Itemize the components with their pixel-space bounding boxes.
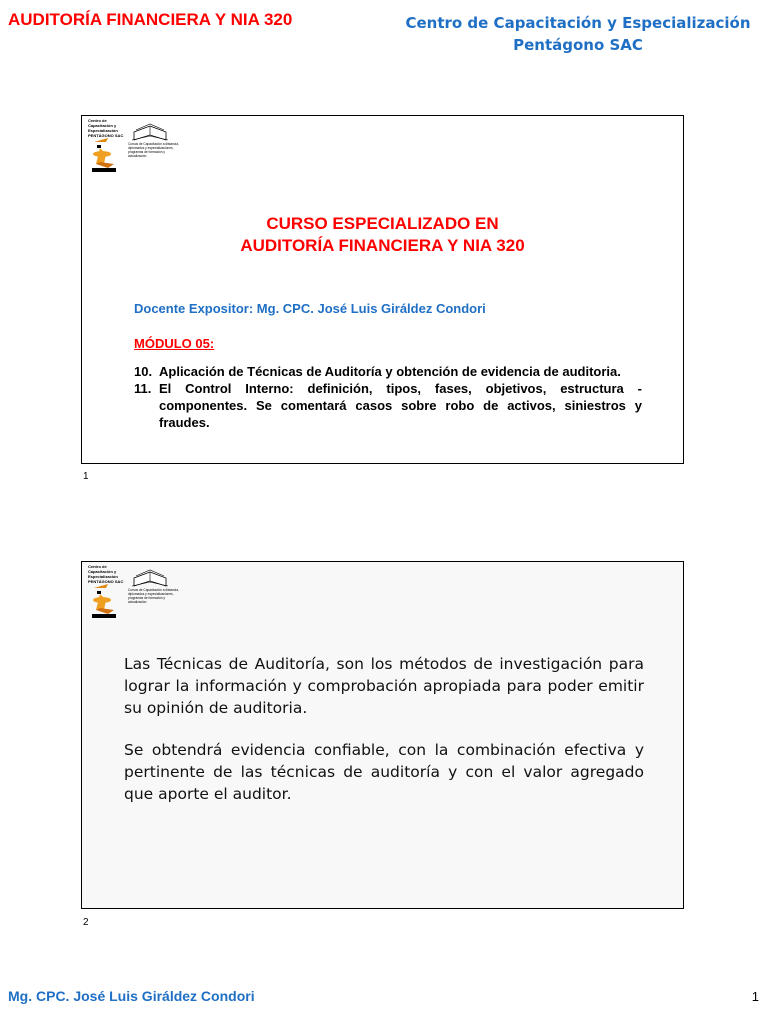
- document-title: AUDITORÍA FINANCIERA Y NIA 320: [8, 10, 293, 29]
- institution-company: Pentágono SAC: [513, 36, 643, 54]
- slide-2: [81, 561, 684, 909]
- institution-header: [398, 12, 758, 56]
- docente-label: Docente Expositor: Mg. CPC. José Luis Giráldez Condori: [134, 301, 486, 316]
- list-item: 10. Aplicación de Técnicas de Auditoría y obtención de evidencia de auditoria.: [134, 364, 621, 379]
- slide-title: CURSO ESPECIALIZADO EN AUDITORÍA FINANCIERA Y NIA 320: [240, 214, 525, 255]
- module-heading: MÓDULO 05:: [134, 336, 215, 351]
- slide-number: 1: [83, 471, 89, 482]
- logo-description: Cursos de Capacitación a distancia, diplomados y especializaciones, programas de formación y actualización: [128, 142, 179, 158]
- footer-author: Mg. CPC. José Luis Giráldez Condori: [8, 988, 255, 1004]
- logo-description: Cursos de Capacitación a distancia, diplomados y especializaciones, programas de formación y actualización: [128, 588, 179, 604]
- topic-list: [134, 363, 642, 431]
- institution-logo: [86, 564, 196, 622]
- logo-name: Centro de Capacitación y Especialización PENTÁGONO SAC: [88, 118, 124, 138]
- logo-name: Centro de Capacitación y Especialización PENTÁGONO SAC: [88, 564, 124, 584]
- paragraph: Se obtendrá evidencia confiable, con la combinación efectiva y pertinente de las técnicas de auditoría y con el valor agregado que aporte el auditor.: [124, 741, 644, 803]
- paragraph: Las Técnicas de Auditoría, son los métodos de investigación para lograr la información y comprobación apropiada para poder emitir su opinión de auditoria.: [124, 655, 644, 717]
- institution-logo: [86, 118, 196, 176]
- list-item: 11. El Control Interno: definición, tipos, fases, objetivos, estructura - componentes. Se comentará casos sobre robo de activos, siniestros y fraudes.: [134, 381, 642, 430]
- page-number: 1: [751, 989, 759, 1004]
- slide-number: 2: [83, 917, 89, 928]
- institution-name: Centro de Capacitación y Especialización: [405, 14, 751, 32]
- slide-1: [81, 115, 684, 464]
- slide-body: [124, 653, 644, 825]
